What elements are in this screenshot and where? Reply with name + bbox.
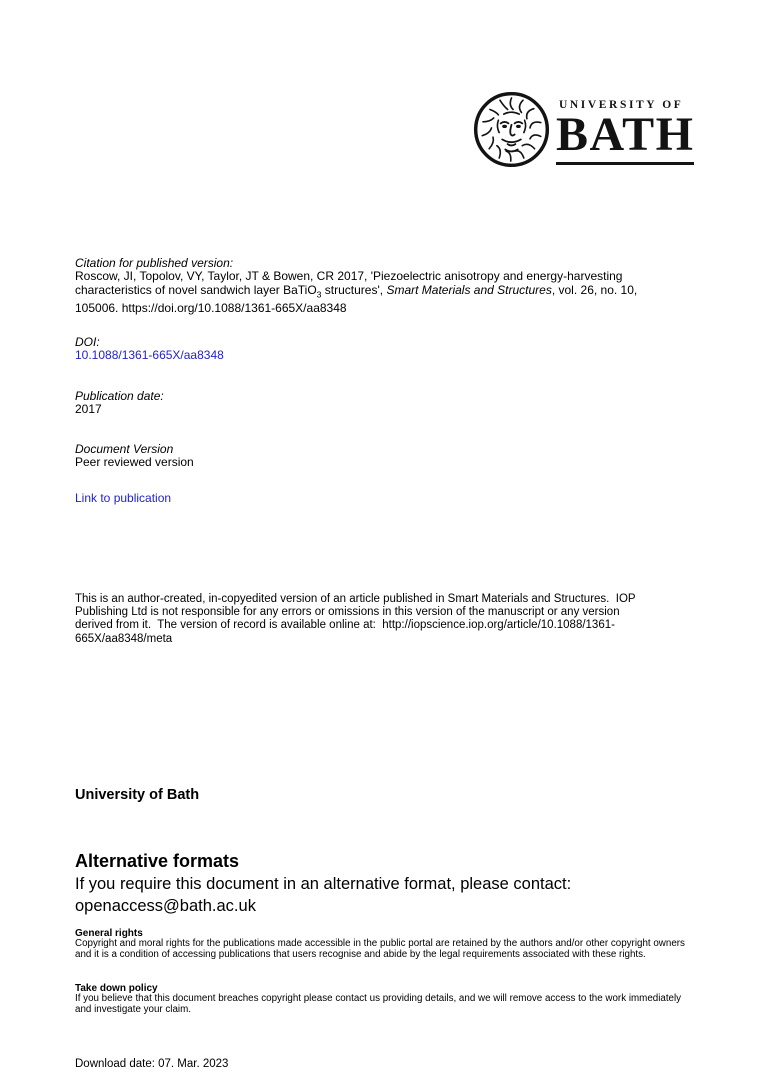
document-version-value: Peer reviewed version	[75, 455, 194, 470]
take-down-policy-heading: Take down policy	[75, 983, 158, 994]
citation-text: structures',	[321, 282, 387, 297]
doi-link[interactable]: 10.1088/1361-665X/aa8348	[75, 348, 224, 363]
disclaimer-line: derived from it. The version of record is available online at: http://iopscience.iop.org/article/10.1088/1361-	[75, 619, 615, 632]
disclaimer-line: Publishing Ltd is not responsible for any errors or omissions in this version of the manuscript or any version	[75, 606, 620, 619]
publication-date-section	[75, 390, 164, 417]
disclaimer-line: 665X/aa8348/meta	[75, 632, 173, 645]
alternative-formats-body: If you require this document in an alternative format, please contact:	[75, 874, 572, 893]
citation-label: Citation for published version:	[75, 256, 234, 270]
general-rights-line: and it is a condition of accessing publications that users recognise and abide by the legal requirements associated with these rights.	[75, 948, 646, 960]
general-rights-heading: General rights	[75, 928, 143, 939]
citation-line-1: Roscow, JI, Topolov, VY, Taylor, JT & Bowen, CR 2017, 'Piezoelectric anisotropy and energy-harvesting	[75, 269, 623, 284]
alternative-formats-section	[75, 850, 571, 918]
publication-date-label: Publication date:	[75, 389, 164, 403]
take-down-policy-line: and investigate your claim.	[75, 1003, 191, 1015]
journal-name: Smart Materials and Structures	[386, 282, 552, 297]
citation-text: , vol. 26, no. 10,	[551, 282, 638, 297]
open-access-email: openaccess@bath.ac.uk	[75, 897, 256, 915]
citation-line-3: 105006. https://doi.org/10.1088/1361-665X/aa8348	[75, 300, 347, 315]
take-down-policy-section	[75, 983, 681, 1016]
take-down-policy-line: If you believe that this document breaches copyright please contact us providing details, and we will remove access to the work immediately	[75, 993, 682, 1004]
doi-section	[75, 336, 224, 363]
alternative-formats-heading: Alternative formats	[75, 851, 240, 871]
doi-label: DOI:	[75, 335, 100, 349]
general-rights-section	[75, 928, 685, 961]
citation-text: characteristics of novel sandwich layer BaTiO	[75, 282, 317, 297]
chemical-subscript: 3	[316, 289, 322, 300]
disclaimer-line: This is an author-created, in-copyedited version of an article published in Smart Materials and Structures. IOP	[75, 593, 636, 605]
link-to-publication[interactable]: Link to publication	[75, 491, 172, 505]
university-of-bath-logo	[473, 91, 694, 168]
logo-university-of-text: UNIVERSITY OF	[559, 99, 684, 111]
disclaimer-paragraph	[75, 593, 636, 646]
logo-wordmark	[556, 91, 694, 165]
document-version-label: Document Version	[75, 442, 174, 456]
bath-crest-icon	[473, 91, 550, 168]
publication-date-value: 2017	[75, 402, 102, 417]
general-rights-line: Copyright and moral rights for the publications made accessible in the public portal are retained by the authors and/or other copyright owners	[75, 938, 685, 949]
citation-line-2	[75, 284, 637, 302]
university-heading: University of Bath	[75, 787, 200, 803]
citation-section	[75, 257, 637, 315]
document-version-section	[75, 443, 194, 470]
download-date: Download date: 07. Mar. 2023	[75, 1058, 229, 1070]
logo-bath-text: BATH	[556, 111, 694, 165]
